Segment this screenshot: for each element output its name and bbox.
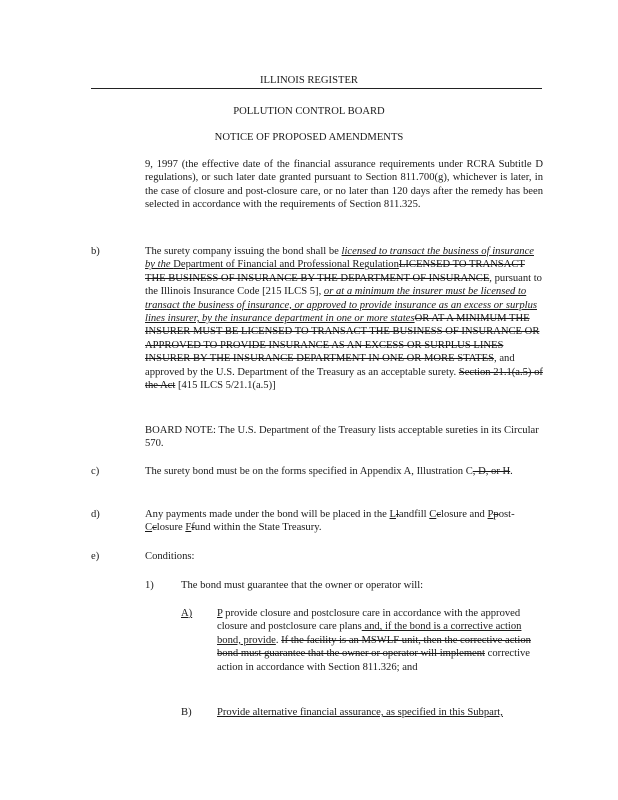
item-e1-label: 1) bbox=[145, 580, 154, 591]
item-d-del-c: c bbox=[436, 509, 442, 520]
item-b-minimum-phrase: or at a minimum the insurer must be licensed to transact the business of insurance, or approved to provide insurance as an excess or surplus lines insurer, by the insurance department in one or more states bbox=[145, 286, 538, 325]
item-eB-inserted: Provide alternative financial assurance, as specified in this Subpart, bbox=[217, 707, 503, 718]
item-c-text-2: . bbox=[510, 466, 513, 477]
item-b-department-name: Department of Financial and Professional Regulation bbox=[173, 259, 399, 271]
item-d-del-f: f bbox=[191, 522, 195, 534]
item-d-text-4: ost- bbox=[498, 509, 515, 520]
item-d-label: d) bbox=[91, 509, 100, 520]
item-eA-text-2: . bbox=[275, 634, 282, 646]
item-b-deleted-minimum: OR AT A MINIMUM THE INSURER MUST BE LICENSED TO TRANSACT THE BUSINESS OF INSURANCE OR APPROVED TO PROVIDE INSURANCE AS AN EXCESS OR SURPLUS LINES INSURER BY THE INSURANCE DEPARTMENT IN ONE OR MORE STATES bbox=[145, 313, 540, 365]
item-d-ins-p: P bbox=[487, 509, 494, 520]
item-d-text-3: losure and bbox=[441, 509, 488, 520]
item-d-text-2: andfill bbox=[398, 509, 430, 520]
item-c-text-1: The surety bond must be on the forms specified in Appendix A, Illustration C bbox=[145, 466, 473, 477]
item-d-text-5: losure bbox=[156, 522, 186, 534]
item-b-label: b) bbox=[91, 246, 100, 257]
item-b-deleted-department: LICENSED TO TRANSACT THE BUSINESS OF INSURANCE BY THE DEPARTMENT OF INSURANCE bbox=[145, 259, 525, 284]
item-b-text-1: The surety company issuing the bond shall be bbox=[145, 246, 342, 257]
item-d-text-1: Any payments made under the bond will be placed in the bbox=[145, 509, 390, 520]
header-rule bbox=[91, 88, 542, 89]
item-d-text-6: und within the State Treasury. bbox=[194, 522, 322, 534]
item-eA-paragraph bbox=[217, 607, 543, 674]
item-eA-label: A) bbox=[181, 608, 193, 619]
item-eA-inserted: and, if the bond is a corrective action bond, provide bbox=[217, 621, 522, 646]
notice-title: NOTICE OF PROPOSED AMENDMENTS bbox=[214, 132, 404, 143]
item-d-del-l: l bbox=[395, 509, 399, 520]
item-d-del-c2: c bbox=[152, 522, 157, 534]
item-d-del-p: p bbox=[493, 509, 499, 520]
intro-paragraph: 9, 1997 (the effective date of the financial assurance requirements under RCRA Subtitle D regulations), or such later date granted pursuant to Section 811.700(g), whichever is later, in the case of closure and post-closure care, or no later than 120 days after the remedy has been selected in accordance with the requirements of Section 811.325. bbox=[145, 159, 543, 211]
item-b-text-3: , and approved by the U.S. Department of the Treasury as an acceptable surety. bbox=[145, 353, 515, 378]
item-d-ins-f: F bbox=[185, 522, 192, 534]
item-d-ins-c: C bbox=[429, 509, 437, 520]
item-d-ins-c2: C bbox=[145, 522, 153, 534]
item-eA-text-1: provide closure and postclosure care in accordance with the approved closure and postclosure care plans bbox=[217, 608, 521, 633]
item-eA-del-p: P bbox=[217, 608, 223, 619]
item-b-text-2: , pursuant to the Illinois Insurance Code [215 ILCS 5], bbox=[145, 272, 542, 298]
item-b-deleted-section: Section 21.1(a.5) of the Act bbox=[145, 366, 543, 392]
item-eA-text-3: corrective action in accordance with Section 811.326; and bbox=[217, 648, 531, 673]
register-header: ILLINOIS REGISTER bbox=[260, 75, 358, 86]
item-b-licensed-phrase: licensed to transact the business of insurance by the bbox=[145, 246, 534, 271]
item-e1-text: The bond must guarantee that the owner or operator will: bbox=[181, 580, 424, 591]
item-c-label: c) bbox=[91, 466, 100, 477]
item-c-deleted: , D, or H bbox=[472, 466, 511, 477]
board-note: BOARD NOTE: The U.S. Department of the Treasury lists acceptable sureties in its Circular 570. bbox=[145, 425, 539, 450]
item-d-paragraph bbox=[145, 508, 543, 535]
item-e-label: e) bbox=[91, 551, 100, 562]
item-eB-label: B) bbox=[181, 707, 192, 718]
item-d-ins-l: L bbox=[389, 509, 396, 520]
item-b-citation: [415 ILCS 5/21.1(a.5)] bbox=[175, 380, 276, 392]
board-title: POLLUTION CONTROL BOARD bbox=[233, 106, 385, 117]
item-b-paragraph bbox=[145, 245, 543, 392]
item-eB-paragraph bbox=[217, 706, 547, 719]
item-eA-deleted: If the facility is an MSWLF unit, then the corrective action bond must guarantee that the owner or operator will implement bbox=[217, 634, 531, 660]
item-e-heading: Conditions: bbox=[145, 551, 195, 562]
item-c-paragraph bbox=[145, 465, 543, 478]
